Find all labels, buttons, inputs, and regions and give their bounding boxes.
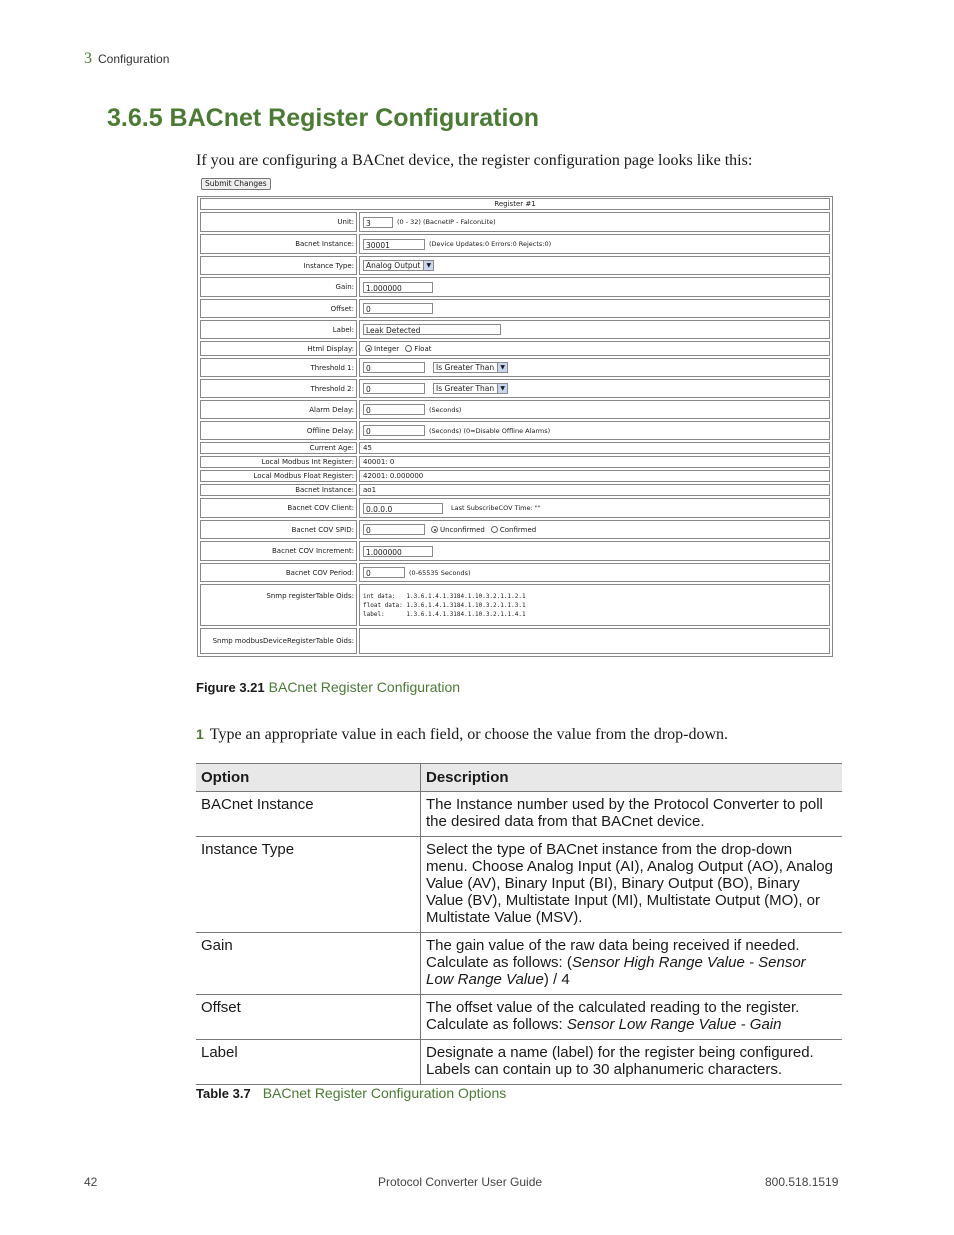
form-title: Register #1 — [200, 198, 830, 210]
threshold2-label: Threshold 2: — [200, 379, 357, 398]
gain-label: Gain: — [200, 277, 357, 297]
table-row — [196, 995, 842, 1040]
section-title: 3.6.5 BACnet Register Configuration — [107, 104, 539, 132]
bacnet-instance2-value: ao1 — [359, 484, 830, 496]
snmp-modbus-value — [359, 628, 830, 654]
table-row — [196, 837, 842, 933]
cov-spid-input[interactable]: 0 — [363, 524, 425, 535]
cov-period-input[interactable]: 0 — [363, 567, 405, 578]
chevron-down-icon: ▼ — [497, 363, 507, 372]
table-title: BACnet Register Configuration Options — [262, 1085, 507, 1101]
row-modbus-float — [200, 470, 830, 482]
chevron-down-icon: ▼ — [423, 261, 433, 270]
row-label — [200, 320, 830, 339]
option-cell: Label — [196, 1040, 421, 1085]
threshold1-input[interactable]: 0 — [363, 362, 425, 373]
offset-input[interactable]: 0 — [363, 303, 433, 314]
step-number: 1 — [196, 726, 204, 742]
description-cell: Select the type of BACnet instance from the drop-down menu. Choose Analog Input (AI), Analog Output (AO), Analog Value (AV), Binary Input (BI), Binary Output (BO), Binary Value (BV), Multistate Input (MI), Multistate Output (MO), or Multistate Value (MSV). — [421, 837, 843, 933]
form-title-row — [200, 198, 830, 210]
chevron-down-icon: ▼ — [497, 384, 507, 393]
integer-radio-label: Integer — [374, 344, 400, 353]
modbus-int-value: 40001: 0 — [359, 456, 830, 468]
row-bacnet-instance-2 — [200, 484, 830, 496]
footer-title: Protocol Converter User Guide — [378, 1175, 543, 1189]
bacnet-instance-input[interactable]: 30001 — [363, 239, 425, 250]
table-caption — [196, 1085, 506, 1101]
row-threshold1 — [200, 358, 830, 377]
confirmed-radio[interactable] — [491, 526, 498, 533]
gain-input[interactable]: 1.000000 — [363, 282, 433, 293]
offset-label: Offset: — [200, 299, 357, 318]
description-cell — [421, 933, 843, 995]
cov-period-hint: (0-65535 Seconds) — [409, 568, 471, 577]
snmp-oid-label: label: 1.3.6.1.4.1.3184.1.10.3.2.1.1.4.1 — [363, 610, 526, 618]
table-row — [196, 792, 842, 837]
float-radio-label: Float — [414, 344, 432, 353]
row-modbus-int — [200, 456, 830, 468]
row-unit — [200, 212, 830, 232]
row-snmp-modbus — [200, 628, 830, 654]
gain-formula: Sensor High Range Value - Sensor Low Range Value — [426, 954, 806, 988]
modbus-int-label: Local Modbus Int Register: — [200, 456, 357, 468]
row-bacnet-instance — [200, 234, 830, 254]
integer-radio[interactable] — [365, 345, 372, 352]
current-age-value: 45 — [359, 442, 830, 454]
alarm-delay-hint: (Seconds) — [429, 405, 462, 414]
threshold1-label: Threshold 1: — [200, 358, 357, 377]
gain-desc-end: ) / 4 — [543, 971, 570, 988]
figure-title: BACnet Register Configuration — [268, 679, 461, 695]
table-row — [196, 933, 842, 995]
table-header-row — [196, 764, 842, 792]
row-alarm-delay — [200, 400, 830, 419]
unconfirmed-radio-label: Unconfirmed — [440, 525, 485, 534]
instance-type-value: Analog Output — [366, 261, 421, 270]
submit-changes-button[interactable]: Submit Changes — [201, 178, 271, 190]
running-header — [84, 50, 169, 68]
gain-desc-text: The gain value of the raw data being received if needed. Calculate as follows: ( — [426, 937, 800, 971]
header-description: Description — [421, 764, 843, 792]
header-option: Option — [196, 764, 421, 792]
table-label: Table 3.7 — [196, 1086, 251, 1101]
row-cov-increment — [200, 541, 830, 561]
snmp-oid-float: float data: 1.3.6.1.4.1.3184.1.10.3.2.1.1.3.1 — [363, 601, 526, 609]
options-table — [196, 763, 842, 1085]
confirmed-radio-label: Confirmed — [499, 525, 537, 534]
row-current-age — [200, 442, 830, 454]
instance-type-label: Instance Type: — [200, 256, 357, 275]
row-cov-period — [200, 563, 830, 582]
offset-formula: Sensor Low Range Value - Gain — [566, 1016, 782, 1033]
option-cell: BACnet Instance — [196, 792, 421, 837]
threshold2-input[interactable]: 0 — [363, 383, 425, 394]
option-cell: Instance Type — [196, 837, 421, 933]
unconfirmed-radio[interactable] — [431, 526, 438, 533]
table-row — [196, 1040, 842, 1085]
row-threshold2 — [200, 379, 830, 398]
cov-increment-label: Bacnet COV Increment: — [200, 541, 357, 561]
last-subscribe-hint: Last SubscribeCOV Time: "" — [451, 504, 541, 512]
unit-input[interactable]: 3 — [363, 217, 393, 228]
bacnet-instance2-label: Bacnet Instance: — [200, 484, 357, 496]
row-instance-type — [200, 256, 830, 275]
step-text: Type an appropriate value in each field, or choose the value from the drop-down. — [209, 726, 729, 743]
snmp-oids-label: Snmp registerTable Oids: — [200, 584, 357, 626]
offline-delay-label: Offline Delay: — [200, 421, 357, 440]
figure-label: Figure 3.21 — [196, 680, 265, 695]
chapter-name: Configuration — [98, 52, 170, 66]
label-input[interactable]: Leak Detected — [363, 324, 501, 335]
register-form — [197, 196, 833, 657]
description-cell — [421, 995, 843, 1040]
option-cell: Gain — [196, 933, 421, 995]
alarm-delay-label: Alarm Delay: — [200, 400, 357, 419]
offset-desc-text: The offset value of the calculated reading to the register. Calculate as follows: — [426, 999, 800, 1033]
chapter-number: 3 — [84, 50, 92, 67]
offline-delay-hint: (Seconds) (0=Disable Offline Alarms) — [429, 426, 551, 435]
alarm-delay-input[interactable]: 0 — [363, 404, 425, 415]
footer-phone: 800.518.1519 — [765, 1175, 839, 1189]
threshold2-compare-select[interactable] — [433, 383, 508, 394]
offline-delay-input[interactable]: 0 — [363, 425, 425, 436]
bacnet-instance-label: Bacnet Instance: — [200, 234, 357, 254]
float-radio[interactable] — [405, 345, 412, 352]
unit-hint: (0 - 32) (BacnetIP - FalconLite) — [397, 218, 496, 226]
row-snmp-oids — [200, 584, 830, 626]
modbus-float-value: 42001: 0.000000 — [359, 470, 830, 482]
threshold2-compare-value: Is Greater Than — [436, 384, 495, 393]
row-cov-spid — [200, 520, 830, 539]
cov-period-label: Bacnet COV Period: — [200, 563, 357, 582]
snmp-modbus-label: Snmp modbusDeviceRegisterTable Oids: — [200, 628, 357, 654]
cov-spid-label: Bacnet COV SPID: — [200, 520, 357, 539]
device-updates-hint: (Device Updates:0 Errors:0 Rejects:0) — [429, 240, 552, 248]
register-config-screenshot — [197, 178, 837, 645]
cov-client-input[interactable]: 0.0.0.0 — [363, 503, 443, 514]
figure-caption — [196, 679, 460, 695]
row-html-display — [200, 341, 830, 356]
description-cell: The Instance number used by the Protocol Converter to poll the desired data from that BACnet device. — [421, 792, 843, 837]
intro-paragraph: If you are configuring a BACnet device, the register configuration page looks like this: — [196, 152, 753, 169]
modbus-float-label: Local Modbus Float Register: — [200, 470, 357, 482]
cov-client-label: Bacnet COV Client: — [200, 498, 357, 518]
footer-page-number: 42 — [84, 1175, 98, 1189]
row-cov-client — [200, 498, 830, 518]
description-cell: Designate a name (label) for the register being configured. Labels can contain up to 30 alphanumeric characters. — [421, 1040, 843, 1085]
threshold1-compare-value: Is Greater Than — [436, 363, 495, 372]
threshold1-compare-select[interactable] — [433, 362, 508, 373]
label-field-label: Label: — [200, 320, 357, 339]
row-gain — [200, 277, 830, 297]
current-age-label: Current Age: — [200, 442, 357, 454]
snmp-oid-int: int data: 1.3.6.1.4.1.3184.1.10.3.2.1.1.2.1 — [363, 592, 526, 600]
instance-type-select[interactable] — [363, 260, 434, 271]
option-cell: Offset — [196, 995, 421, 1040]
row-offline-delay — [200, 421, 830, 440]
step-1 — [196, 726, 728, 744]
html-display-label: Html Display: — [200, 341, 357, 356]
cov-increment-input[interactable]: 1.000000 — [363, 546, 433, 557]
row-offset — [200, 299, 830, 318]
unit-label: Unit: — [200, 212, 357, 232]
